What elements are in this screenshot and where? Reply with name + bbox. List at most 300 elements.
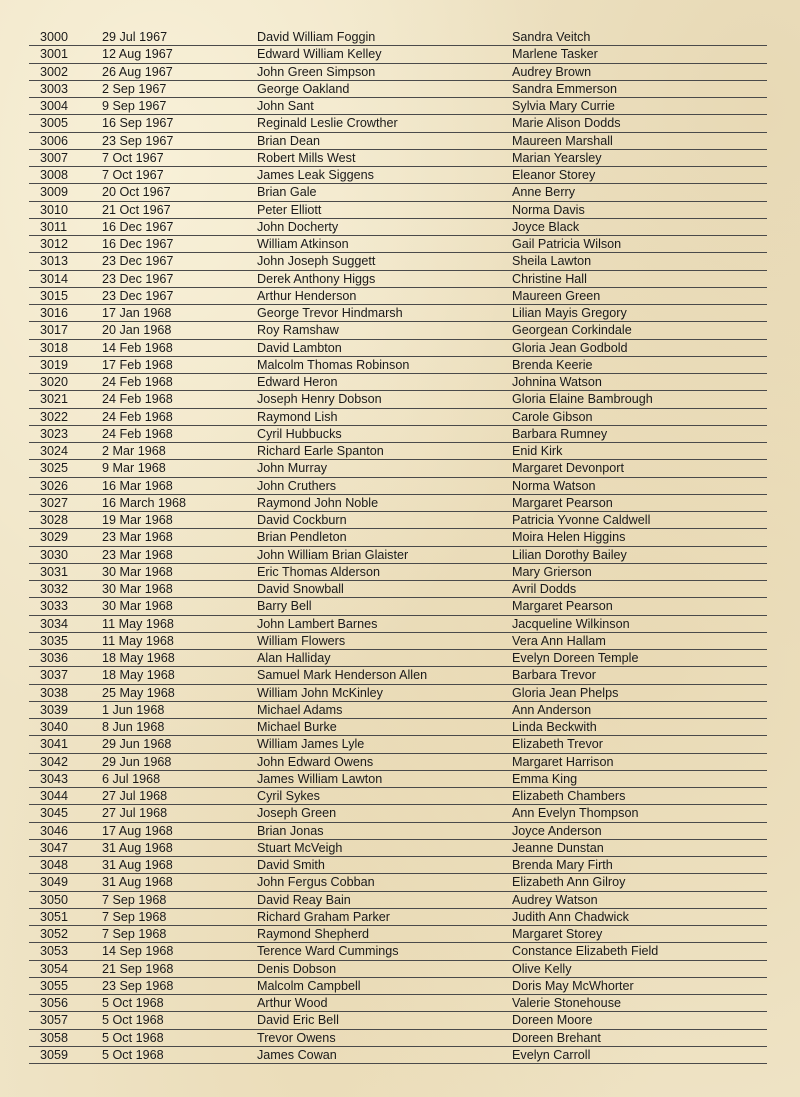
entry-number: 3023 (40, 426, 69, 441)
groom-name: Arthur Henderson (257, 288, 357, 303)
marriage-register-table (29, 29, 767, 1064)
entry-number: 3008 (40, 168, 69, 182)
bride-name: Brenda Keerie (512, 357, 593, 372)
bride-name: Patricia Yvonne Caldwell (512, 513, 651, 527)
marriage-date: 23 Dec 1967 (102, 271, 174, 286)
bride-name: Norma Watson (512, 478, 596, 493)
register-row (29, 374, 767, 391)
entry-number: 3051 (40, 909, 69, 924)
register-row (29, 667, 767, 684)
bride-name: Gail Patricia Wilson (512, 237, 622, 251)
groom-name: David Snowball (257, 582, 344, 596)
groom-name: Eric Thomas Alderson (257, 564, 380, 579)
marriage-date: 7 Oct 1967 (102, 168, 164, 182)
bride-name: Elizabeth Trevor (512, 737, 603, 752)
register-row (29, 167, 767, 184)
bride-name: Margaret Storey (512, 927, 603, 941)
register-row (29, 581, 767, 598)
groom-name: Peter Elliott (257, 202, 322, 217)
marriage-date: 6 Jul 1968 (102, 771, 161, 786)
bride-name: Emma King (512, 771, 578, 786)
marriage-date: 7 Sep 1968 (102, 909, 167, 924)
entry-number: 3037 (40, 668, 69, 683)
marriage-date: 25 May 1968 (102, 685, 175, 700)
bride-name: Doreen Moore (512, 1013, 593, 1028)
register-row (29, 478, 767, 495)
groom-name: Alan Halliday (257, 651, 331, 665)
entry-number: 3057 (40, 1013, 69, 1028)
entry-number: 3015 (40, 288, 69, 303)
register-row (29, 357, 767, 374)
groom-name: Richard Graham Parker (257, 909, 390, 924)
bride-name: Gloria Jean Phelps (512, 685, 619, 700)
entry-number: 3044 (40, 789, 69, 803)
entry-number: 3048 (40, 858, 69, 872)
marriage-date: 23 Dec 1967 (102, 254, 174, 269)
register-row (29, 529, 767, 546)
marriage-date: 31 Aug 1968 (102, 858, 173, 872)
register-row (29, 805, 767, 822)
bride-name: Gloria Jean Godbold (512, 340, 628, 355)
groom-name: Joseph Green (257, 806, 337, 821)
register-row (29, 253, 767, 270)
groom-name: Joseph Henry Dobson (257, 392, 382, 407)
entry-number: 3004 (40, 99, 69, 113)
groom-name: Roy Ramshaw (257, 323, 339, 338)
register-row (29, 512, 767, 529)
register-row (29, 115, 767, 132)
groom-name: Barry Bell (257, 599, 312, 614)
groom-name: John William Brian Glaister (257, 547, 409, 562)
groom-name: John Green Simpson (257, 64, 376, 79)
bride-name: Christine Hall (512, 271, 587, 286)
groom-name: David Eric Bell (257, 1013, 339, 1028)
groom-name: John Sant (257, 99, 314, 113)
entry-number: 3055 (40, 978, 69, 993)
groom-name: John Murray (257, 461, 327, 476)
entry-number: 3019 (40, 357, 69, 372)
register-row (29, 184, 767, 201)
entry-number: 3011 (40, 219, 68, 234)
groom-name: Edward William Kelley (257, 47, 382, 62)
groom-name: Reginald Leslie Crowther (257, 116, 398, 131)
groom-name: Terence Ward Cummings (257, 944, 399, 959)
marriage-date: 26 Aug 1967 (102, 64, 173, 79)
bride-name: Linda Beckwith (512, 720, 597, 734)
marriage-date: 14 Feb 1968 (102, 340, 173, 355)
marriage-date: 11 May 1968 (102, 633, 174, 648)
marriage-date: 24 Feb 1968 (102, 426, 173, 441)
entry-number: 3003 (40, 81, 69, 96)
marriage-date: 16 Dec 1967 (102, 219, 174, 234)
register-row (29, 995, 767, 1012)
register-row (29, 857, 767, 874)
bride-name: Georgean Corkindale (512, 323, 632, 338)
marriage-date: 23 Sep 1968 (102, 978, 174, 993)
bride-name: Gloria Elaine Bambrough (512, 392, 653, 407)
bride-name: Lilian Dorothy Bailey (512, 547, 627, 562)
groom-name: David Smith (257, 858, 325, 872)
marriage-date: 16 Dec 1967 (102, 237, 174, 251)
register-row (29, 64, 767, 81)
marriage-date: 31 Aug 1968 (102, 875, 173, 890)
marriage-date: 23 Mar 1968 (102, 530, 173, 545)
entry-number: 3047 (40, 840, 69, 855)
entry-number: 3059 (40, 1047, 69, 1062)
groom-name: Robert Mills West (257, 150, 356, 165)
marriage-date: 21 Oct 1967 (102, 202, 171, 217)
bride-name: Evelyn Doreen Temple (512, 651, 639, 665)
marriage-date: 7 Sep 1968 (102, 892, 167, 907)
entry-number: 3038 (40, 685, 69, 700)
register-row (29, 616, 767, 633)
marriage-date: 12 Aug 1967 (102, 47, 173, 62)
entry-number: 3058 (40, 1030, 69, 1045)
entry-number: 3002 (40, 64, 69, 79)
entry-number: 3014 (40, 271, 69, 286)
entry-number: 3020 (40, 375, 69, 389)
entry-number: 3034 (40, 616, 69, 631)
marriage-date: 7 Sep 1968 (102, 927, 167, 941)
marriage-date: 29 Jul 1967 (102, 30, 168, 44)
register-row (29, 202, 767, 219)
register-row (29, 29, 767, 46)
marriage-date: 30 Mar 1968 (102, 564, 173, 579)
groom-name: William John McKinley (257, 685, 383, 700)
bride-name: Vera Ann Hallam (512, 633, 606, 648)
bride-name: Margaret Pearson (512, 599, 613, 614)
entry-number: 3013 (40, 254, 69, 269)
bride-name: Margaret Pearson (512, 495, 613, 510)
entry-number: 3009 (40, 185, 69, 200)
entry-number: 3042 (40, 754, 69, 769)
groom-name: John Joseph Suggett (257, 254, 376, 269)
groom-name: Trevor Owens (257, 1030, 336, 1045)
groom-name: George Trevor Hindmarsh (257, 306, 403, 320)
register-row (29, 736, 767, 753)
register-row (29, 98, 767, 115)
bride-name: Johnina Watson (512, 375, 602, 389)
marriage-date: 20 Jan 1968 (102, 323, 172, 338)
bride-name: Evelyn Carroll (512, 1047, 591, 1062)
marriage-date: 27 Jul 1968 (102, 789, 168, 803)
groom-name: William Flowers (257, 633, 346, 648)
marriage-date: 9 Sep 1967 (102, 99, 167, 113)
entry-number: 3024 (40, 444, 69, 458)
entry-number: 3012 (40, 237, 69, 251)
marriage-date: 5 Oct 1968 (102, 1030, 164, 1045)
bride-name: Marie Alison Dodds (512, 116, 621, 131)
bride-name: Audrey Watson (512, 892, 598, 907)
groom-name: Raymond Lish (257, 409, 338, 424)
bride-name: Barbara Trevor (512, 668, 596, 683)
entry-number: 3007 (40, 150, 69, 165)
entry-number: 3039 (40, 702, 69, 717)
groom-name: Brian Gale (257, 185, 317, 200)
entry-number: 3026 (40, 478, 69, 493)
marriage-date: 19 Mar 1968 (102, 513, 173, 527)
marriage-date: 2 Sep 1967 (102, 81, 167, 96)
bride-name: Eleanor Storey (512, 168, 596, 182)
marriage-date: 24 Feb 1968 (102, 409, 173, 424)
bride-name: Sandra Veitch (512, 30, 591, 44)
register-row (29, 685, 767, 702)
entry-number: 3033 (40, 599, 69, 614)
groom-name: James Cowan (257, 1047, 337, 1062)
entry-number: 3049 (40, 875, 69, 890)
marriage-date: 11 May 1968 (102, 616, 174, 631)
register-row (29, 322, 767, 339)
entry-number: 3021 (40, 392, 69, 407)
groom-name: Richard Earle Spanton (257, 444, 384, 458)
register-row (29, 961, 767, 978)
groom-name: Michael Burke (257, 720, 337, 734)
bride-name: Maureen Green (512, 288, 601, 303)
bride-name: Marian Yearsley (512, 150, 602, 165)
entry-number: 3016 (40, 306, 69, 320)
register-row (29, 926, 767, 943)
register-row (29, 219, 767, 236)
marriage-date: 21 Sep 1968 (102, 961, 174, 976)
marriage-date: 1 Jun 1968 (102, 702, 165, 717)
entry-number: 3052 (40, 927, 69, 941)
register-row (29, 650, 767, 667)
register-row (29, 443, 767, 460)
register-row (29, 788, 767, 805)
entry-number: 3001 (40, 47, 69, 62)
register-row (29, 1047, 767, 1064)
marriage-date: 29 Jun 1968 (102, 737, 172, 752)
entry-number: 3025 (40, 461, 69, 476)
marriage-date: 16 Sep 1967 (102, 116, 174, 131)
groom-name: John Docherty (257, 219, 339, 234)
register-row (29, 874, 767, 891)
register-row (29, 288, 767, 305)
register-row (29, 426, 767, 443)
marriage-date: 30 Mar 1968 (102, 582, 173, 596)
register-row (29, 598, 767, 615)
bride-name: Doreen Brehant (512, 1030, 601, 1045)
entry-number: 3040 (40, 720, 69, 734)
register-row (29, 771, 767, 788)
groom-name: Michael Adams (257, 702, 343, 717)
register-row (29, 150, 767, 167)
marriage-date: 20 Oct 1967 (102, 185, 171, 200)
register-row (29, 46, 767, 63)
groom-name: Brian Pendleton (257, 530, 347, 545)
register-row (29, 943, 767, 960)
marriage-date: 17 Aug 1968 (102, 823, 173, 838)
bride-name: Barbara Rumney (512, 426, 608, 441)
bride-name: Valerie Stonehouse (512, 996, 621, 1010)
marriage-date: 30 Mar 1968 (102, 599, 173, 614)
register-row (29, 909, 767, 926)
entry-number: 3006 (40, 133, 69, 148)
entry-number: 3046 (40, 823, 69, 838)
marriage-date: 8 Jun 1968 (102, 720, 165, 734)
marriage-date: 27 Jul 1968 (102, 806, 168, 821)
groom-name: Malcolm Campbell (257, 978, 361, 993)
entry-number: 3000 (40, 30, 69, 44)
bride-name: Mary Grierson (512, 564, 592, 579)
marriage-date: 17 Feb 1968 (102, 357, 173, 372)
marriage-date: 17 Jan 1968 (102, 306, 172, 320)
bride-name: Lilian Mayis Gregory (512, 306, 627, 320)
marriage-date: 24 Feb 1968 (102, 375, 173, 389)
register-row (29, 892, 767, 909)
bride-name: Jacqueline Wilkinson (512, 616, 630, 631)
register-row (29, 823, 767, 840)
bride-name: Elizabeth Ann Gilroy (512, 875, 626, 890)
bride-name: Doris May McWhorter (512, 978, 634, 993)
entry-number: 3022 (40, 409, 69, 424)
entry-number: 3018 (40, 340, 69, 355)
register-row (29, 978, 767, 995)
entry-number: 3029 (40, 530, 69, 545)
marriage-date: 29 Jun 1968 (102, 754, 172, 769)
marriage-date: 31 Aug 1968 (102, 840, 173, 855)
bride-name: Ann Anderson (512, 702, 592, 717)
marriage-date: 16 Mar 1968 (102, 478, 173, 493)
bride-name: Jeanne Dunstan (512, 840, 604, 855)
register-row (29, 460, 767, 477)
entry-number: 3028 (40, 513, 69, 527)
register-row (29, 702, 767, 719)
groom-name: Brian Dean (257, 133, 321, 148)
groom-name: Arthur Wood (257, 996, 328, 1010)
groom-name: William James Lyle (257, 737, 365, 752)
register-row (29, 719, 767, 736)
bride-name: Margaret Harrison (512, 754, 614, 769)
entry-number: 3054 (40, 961, 69, 976)
bride-name: Constance Elizabeth Field (512, 944, 659, 959)
register-row (29, 495, 767, 512)
bride-name: Sheila Lawton (512, 254, 592, 269)
bride-name: Avril Dodds (512, 582, 577, 596)
register-row (29, 547, 767, 564)
marriage-date: 2 Mar 1968 (102, 444, 166, 458)
groom-name: John Lambert Barnes (257, 616, 378, 631)
groom-name: Raymond John Noble (257, 495, 379, 510)
register-row (29, 236, 767, 253)
groom-name: William Atkinson (257, 237, 349, 251)
bride-name: Sandra Emmerson (512, 81, 617, 96)
groom-name: Denis Dobson (257, 961, 337, 976)
register-row (29, 633, 767, 650)
bride-name: Maureen Marshall (512, 133, 613, 148)
bride-name: Marlene Tasker (512, 47, 598, 62)
bride-name: Brenda Mary Firth (512, 858, 613, 872)
bride-name: Anne Berry (512, 185, 575, 200)
register-row (29, 1012, 767, 1029)
groom-name: Derek Anthony Higgs (257, 271, 376, 286)
groom-name: James Leak Siggens (257, 168, 374, 182)
entry-number: 3041 (40, 737, 69, 752)
entry-number: 3045 (40, 806, 69, 821)
marriage-date: 5 Oct 1968 (102, 1013, 164, 1028)
marriage-date: 9 Mar 1968 (102, 461, 166, 476)
entry-number: 3056 (40, 996, 69, 1010)
groom-name: David William Foggin (257, 30, 376, 44)
groom-name: Edward Heron (257, 375, 338, 389)
groom-name: David Lambton (257, 340, 342, 355)
register-row (29, 340, 767, 357)
groom-name: Malcolm Thomas Robinson (257, 357, 410, 372)
register-row (29, 754, 767, 771)
groom-name: David Cockburn (257, 513, 347, 527)
entry-number: 3010 (40, 202, 69, 217)
bride-name: Enid Kirk (512, 444, 563, 458)
bride-name: Carole Gibson (512, 409, 593, 424)
bride-name: Elizabeth Chambers (512, 789, 626, 803)
entry-number: 3032 (40, 582, 69, 596)
entry-number: 3027 (40, 495, 69, 510)
marriage-date: 5 Oct 1968 (102, 1047, 164, 1062)
bride-name: Judith Ann Chadwick (512, 909, 629, 924)
groom-name: John Edward Owens (257, 754, 374, 769)
register-row (29, 271, 767, 288)
register-row (29, 840, 767, 857)
marriage-date: 23 Dec 1967 (102, 288, 174, 303)
bride-name: Margaret Devonport (512, 461, 624, 476)
entry-number: 3030 (40, 547, 69, 562)
groom-name: Raymond Shepherd (257, 927, 370, 941)
groom-name: Cyril Hubbucks (257, 426, 342, 441)
marriage-date: 24 Feb 1968 (102, 392, 173, 407)
bride-name: Moira Helen Higgins (512, 530, 626, 545)
register-row (29, 391, 767, 408)
entry-number: 3035 (40, 633, 69, 648)
register-row (29, 564, 767, 581)
marriage-date: 18 May 1968 (102, 668, 175, 683)
marriage-date: 23 Mar 1968 (102, 547, 173, 562)
register-row (29, 1030, 767, 1047)
register-row (29, 409, 767, 426)
groom-name: Stuart McVeigh (257, 840, 343, 855)
groom-name: George Oakland (257, 81, 350, 96)
register-row (29, 133, 767, 150)
entry-number: 3036 (40, 651, 69, 665)
groom-name: Samuel Mark Henderson Allen (257, 668, 428, 683)
entry-number: 3031 (40, 564, 69, 579)
marriage-date: 5 Oct 1968 (102, 996, 164, 1010)
groom-name: Cyril Sykes (257, 789, 320, 803)
marriage-date: 7 Oct 1967 (102, 150, 164, 165)
entry-number: 3005 (40, 116, 69, 131)
groom-name: David Reay Bain (257, 892, 351, 907)
register-row (29, 305, 767, 322)
groom-name: John Cruthers (257, 478, 337, 493)
register-row (29, 81, 767, 98)
entry-number: 3053 (40, 944, 69, 959)
bride-name: Olive Kelly (512, 961, 572, 976)
bride-name: Sylvia Mary Currie (512, 99, 615, 113)
bride-name: Joyce Black (512, 219, 580, 234)
entry-number: 3017 (40, 323, 69, 338)
entry-number: 3043 (40, 771, 69, 786)
groom-name: John Fergus Cobban (257, 875, 375, 890)
bride-name: Norma Davis (512, 202, 585, 217)
marriage-date: 16 March 1968 (102, 495, 187, 510)
groom-name: Brian Jonas (257, 823, 324, 838)
bride-name: Ann Evelyn Thompson (512, 806, 639, 821)
marriage-date: 18 May 1968 (102, 651, 175, 665)
entry-number: 3050 (40, 892, 69, 907)
marriage-date: 23 Sep 1967 (102, 133, 174, 148)
marriage-date: 14 Sep 1968 (102, 944, 174, 959)
groom-name: James William Lawton (257, 771, 383, 786)
bride-name: Joyce Anderson (512, 823, 602, 838)
